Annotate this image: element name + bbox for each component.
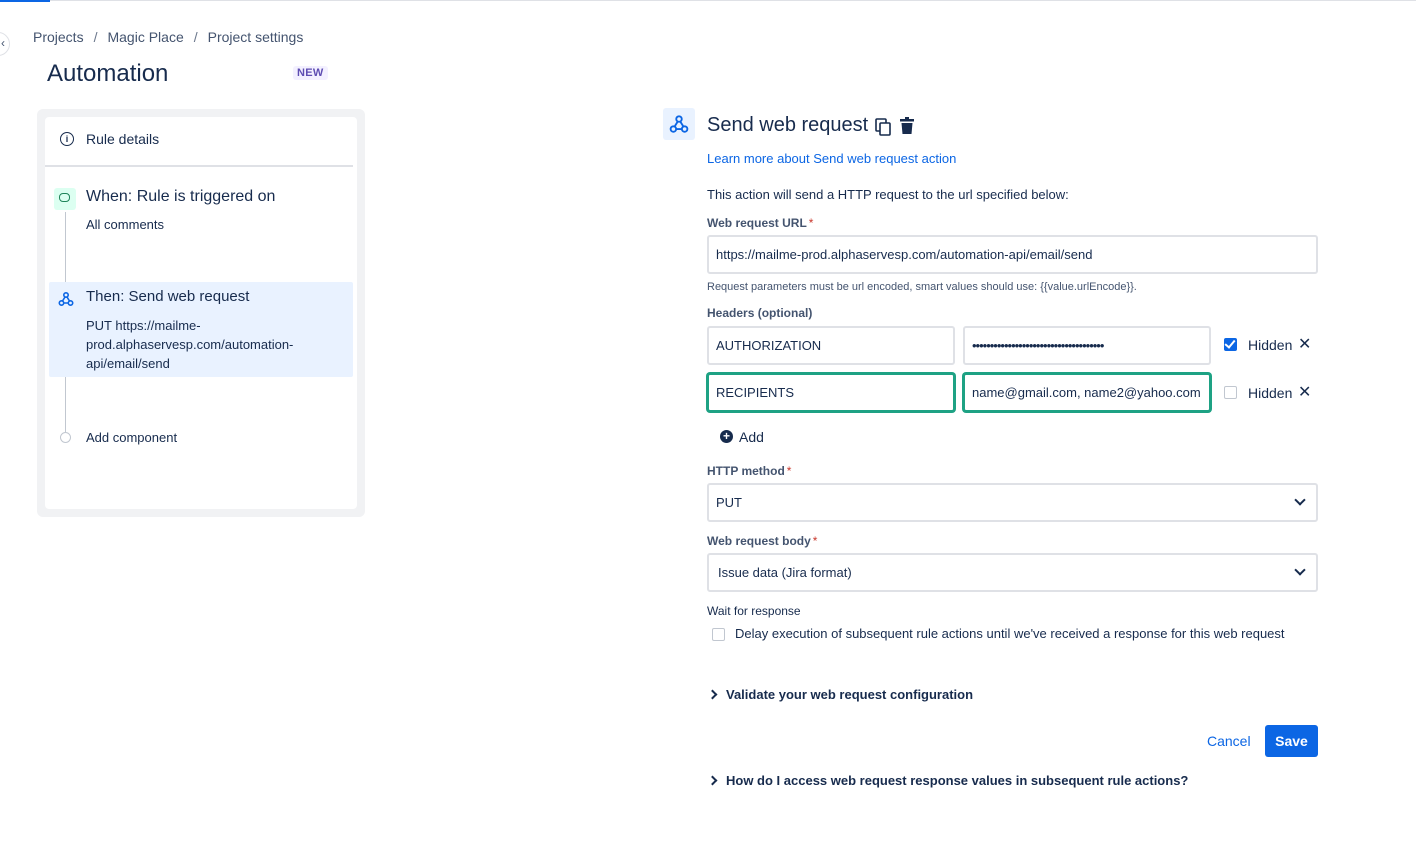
wait-for-response-text: Delay execution of subsequent rule actions until we've received a response for this web request xyxy=(735,626,1285,641)
http-method-label: HTTP method * xyxy=(707,464,792,478)
save-button[interactable]: Save xyxy=(1265,725,1318,757)
hidden-checkbox[interactable] xyxy=(1224,386,1237,399)
learn-more-link[interactable]: Learn more about Send web request action xyxy=(707,151,957,166)
rule-panel xyxy=(37,109,365,517)
chevron-down-icon xyxy=(1294,494,1305,505)
breadcrumb-separator: / xyxy=(193,29,198,45)
info-icon: i xyxy=(60,132,74,146)
header-name-input[interactable]: AUTHORIZATION xyxy=(707,326,955,365)
rule-details-label: Rule details xyxy=(86,131,160,147)
rule-details-item[interactable] xyxy=(45,117,353,167)
validate-config-label: Validate your web request configuration xyxy=(726,687,974,702)
page-title: Automation xyxy=(47,60,169,87)
header-value-input[interactable]: ••••••••••••••••••••••••••••••••••••• xyxy=(963,326,1211,365)
send-web-request-form xyxy=(663,108,1323,808)
trash-icon[interactable] xyxy=(899,117,915,135)
http-method-select[interactable] xyxy=(707,483,1318,522)
breadcrumb-magic-place[interactable]: Magic Place xyxy=(107,29,184,45)
faq-expander[interactable] xyxy=(709,773,1188,788)
top-border xyxy=(0,0,1416,1)
chevron-down-icon xyxy=(1294,564,1305,575)
web-request-url-input[interactable]: https://mailme-prod.alphaservesp.com/automation-api/email/send xyxy=(707,235,1318,274)
validate-config-expander[interactable] xyxy=(709,687,973,702)
intro-text: This action will send a HTTP request to the url specified below: xyxy=(707,187,1069,202)
flow-connector xyxy=(65,212,66,282)
web-request-body-select[interactable] xyxy=(707,553,1318,592)
trigger-subtitle: All comments xyxy=(86,217,165,232)
rule-card xyxy=(45,117,357,509)
remove-header-icon[interactable]: ✕ xyxy=(1298,384,1312,401)
sidebar-collapse-button[interactable] xyxy=(0,32,10,56)
form-title: Send web request xyxy=(707,114,869,136)
remove-header-icon[interactable]: ✕ xyxy=(1298,336,1312,353)
chevron-right-icon xyxy=(708,690,718,700)
breadcrumb-projects[interactable]: Projects xyxy=(33,29,84,45)
header-value-input[interactable]: name@gmail.com, name2@yahoo.com xyxy=(963,373,1211,412)
headers-label: Headers (optional) xyxy=(707,306,813,320)
cancel-button[interactable]: Cancel xyxy=(1207,733,1251,749)
webhook-icon xyxy=(663,108,695,140)
new-badge: NEW xyxy=(293,66,328,80)
breadcrumb xyxy=(33,29,303,45)
header-name-input[interactable]: RECIPIENTS xyxy=(707,373,955,412)
add-component-dot xyxy=(60,432,71,443)
url-label: Web request URL * xyxy=(707,216,814,230)
web-request-body-value: Issue data (Jira format) xyxy=(718,565,852,580)
web-request-body-label: Web request body * xyxy=(707,534,818,548)
breadcrumb-project-settings[interactable]: Project settings xyxy=(207,29,304,45)
top-accent-bar xyxy=(0,0,50,2)
copy-icon[interactable] xyxy=(875,118,891,136)
faq-label: How do I access web request response values in subsequent rule actions? xyxy=(726,773,1189,788)
chevron-left-icon: ‹ xyxy=(1,36,5,50)
wait-for-response-checkbox[interactable] xyxy=(712,628,725,641)
chevron-right-icon xyxy=(708,776,718,786)
http-method-value: PUT xyxy=(716,495,742,510)
comment-icon xyxy=(54,188,76,210)
url-helper-text: Request parameters must be url encoded, smart values should use: {{value.urlEncode}}. xyxy=(707,281,1137,293)
hidden-label: Hidden xyxy=(1248,337,1293,353)
breadcrumb-separator: / xyxy=(93,29,98,45)
add-component-link[interactable]: Add component xyxy=(86,430,178,445)
hidden-label: Hidden xyxy=(1248,385,1293,401)
wait-for-response-label: Wait for response xyxy=(707,604,801,618)
action-title: Then: Send web request xyxy=(86,288,250,305)
hidden-checkbox[interactable] xyxy=(1224,338,1237,351)
webhook-icon xyxy=(58,291,74,307)
action-description: PUT https://mailme-prod.alphaservesp.com/automation-api/email/send xyxy=(86,318,294,371)
flow-connector xyxy=(65,377,66,432)
action-item-send-web-request[interactable] xyxy=(49,282,353,377)
trigger-title[interactable]: When: Rule is triggered on xyxy=(86,188,276,205)
add-header-label: Add xyxy=(739,429,764,445)
add-circle-icon: + xyxy=(720,430,733,443)
